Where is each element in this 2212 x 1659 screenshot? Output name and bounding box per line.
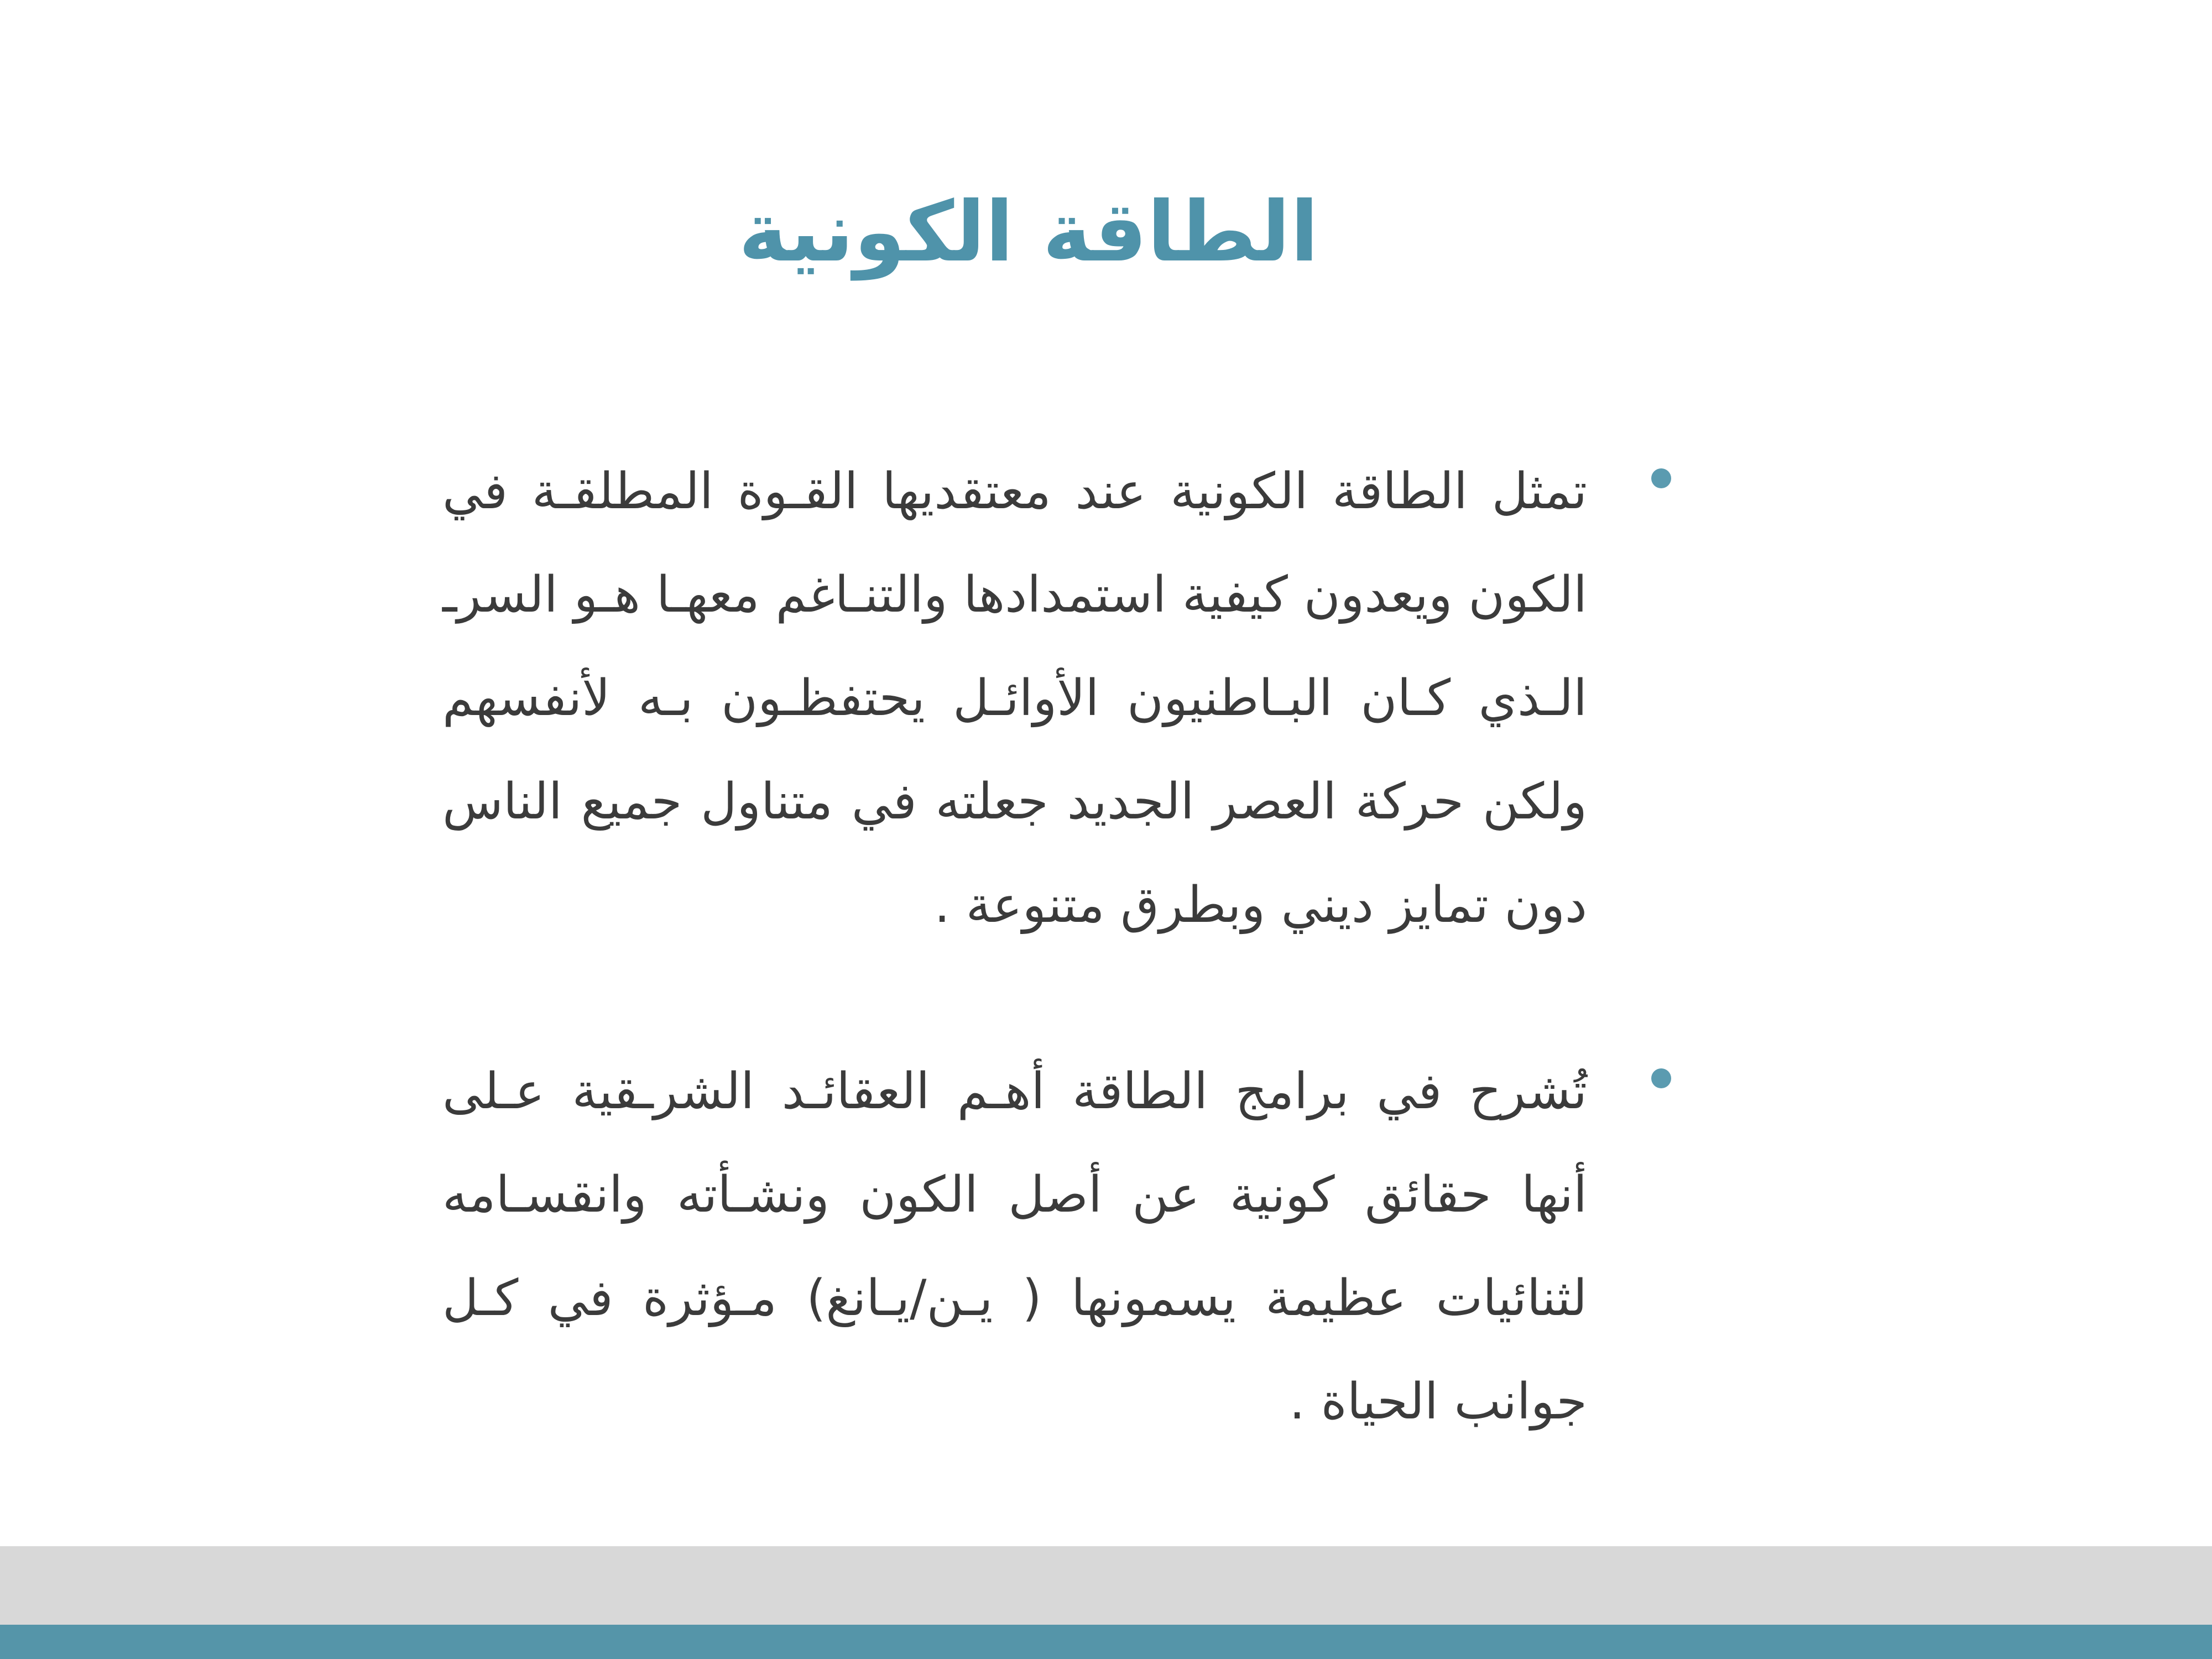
bullet-dot-icon: [1651, 1068, 1671, 1088]
bullet-text: تُشرح في برامج الطاقة أهـم العقائـد الشرـقية عـلى أنها حقائق كونية عن أصل الكون ونشـأته وانقسـامه لثنائيات عظيمة يسمونها ( يـن/يـانغ) مـؤثرة في كـل جوانب الحياة .: [442, 1062, 1587, 1431]
footer-band: [0, 1546, 2212, 1625]
bullet-dot-icon: [1651, 468, 1671, 488]
slide-title: الطاقة الكونية: [738, 184, 1319, 280]
bullet-text: تمثل الطاقة الكونية عند معتقديها القـوة المطلقـة في الكون ويعدون كيفية استمدادها والتنـاغم معهـا هـو السرـ الـذي كـان البـاطنيون الأوائـل يحتفظـون بـه لأنفسهم ولكن حركة العصر الجديد جعلته في متناول جميع الناس دون تمايز ديني وبطرق متنوعة .: [442, 462, 1587, 934]
footer-accent-bar: [0, 1625, 2212, 1659]
bullet-item: [442, 440, 1587, 957]
bullet-list: [442, 451, 1587, 1547]
bullet-item: [442, 1040, 1587, 1453]
